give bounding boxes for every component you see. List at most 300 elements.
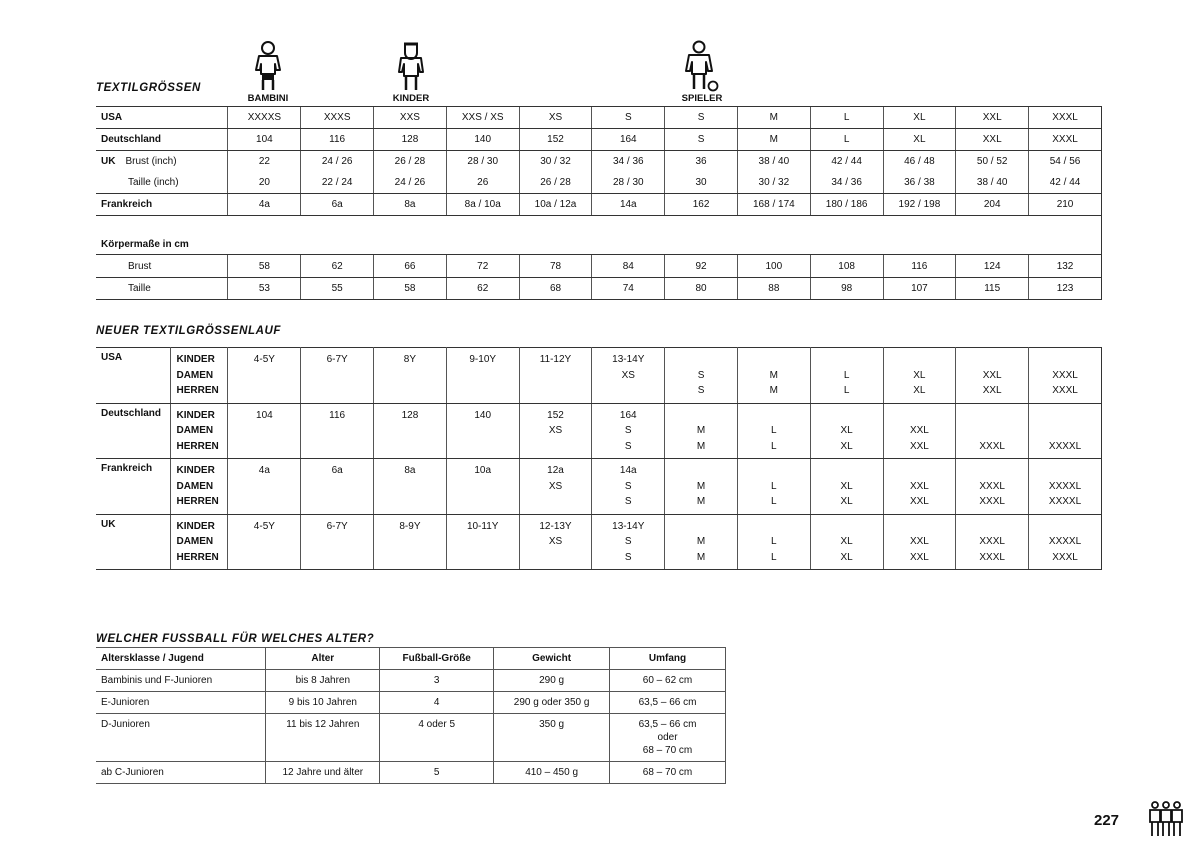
table-cell: 4 oder 5 bbox=[380, 714, 494, 762]
size-cell: 6a bbox=[301, 194, 374, 216]
size-cell: XL bbox=[810, 550, 883, 570]
size-cell bbox=[374, 534, 447, 550]
size-cell bbox=[956, 459, 1029, 479]
size-run-row bbox=[96, 383, 1102, 403]
size-cell bbox=[446, 534, 519, 550]
size-cell: 140 bbox=[446, 403, 519, 423]
size-cell: XXS bbox=[374, 107, 447, 129]
size-cell bbox=[883, 403, 956, 423]
column-header: Fußball-Größe bbox=[380, 648, 494, 670]
size-cell: XXL bbox=[883, 534, 956, 550]
size-cell bbox=[374, 423, 447, 439]
size-cell: S bbox=[592, 550, 665, 570]
size-cell: 104 bbox=[228, 129, 301, 151]
size-cell: 6a bbox=[301, 459, 374, 479]
size-cell: 34 / 36 bbox=[810, 172, 883, 194]
size-cell: 6-7Y bbox=[301, 348, 374, 368]
figure-label-bambini: BAMBINI bbox=[247, 93, 289, 104]
size-cell bbox=[228, 423, 301, 439]
category-label: KINDER bbox=[171, 403, 228, 423]
column-header: Gewicht bbox=[494, 648, 610, 670]
size-cell bbox=[956, 348, 1029, 368]
row-label bbox=[96, 172, 228, 194]
size-cell: XXS / XS bbox=[446, 107, 519, 129]
size-cell bbox=[301, 494, 374, 514]
size-cell: XXXL bbox=[1029, 107, 1102, 129]
size-cell bbox=[810, 459, 883, 479]
size-cell: 28 / 30 bbox=[592, 172, 665, 194]
size-cell bbox=[737, 514, 810, 534]
size-cell: 14a bbox=[592, 459, 665, 479]
size-cell: XS bbox=[519, 534, 592, 550]
size-cell: 10a bbox=[446, 459, 519, 479]
category-label: DAMEN bbox=[171, 479, 228, 495]
size-cell: 4-5Y bbox=[228, 348, 301, 368]
table-row bbox=[96, 670, 726, 692]
category-label: HERREN bbox=[171, 494, 228, 514]
size-cell: 38 / 40 bbox=[737, 151, 810, 173]
size-cell: 11-12Y bbox=[519, 348, 592, 368]
table-cell: Bambinis und F-Junioren bbox=[96, 670, 266, 692]
size-run-row bbox=[96, 403, 1102, 423]
size-cell: XXXL bbox=[1029, 550, 1102, 570]
size-cell: XL bbox=[810, 439, 883, 459]
body-measure-header-row bbox=[96, 216, 1102, 255]
size-cell: 8-9Y bbox=[374, 514, 447, 534]
size-cell: 24 / 26 bbox=[301, 151, 374, 173]
size-cell: 132 bbox=[1029, 255, 1102, 278]
body-measure-row bbox=[96, 278, 1102, 300]
size-cell: XL bbox=[810, 534, 883, 550]
size-cell: S bbox=[592, 479, 665, 495]
size-cell: XXL bbox=[883, 479, 956, 495]
size-cell bbox=[519, 494, 592, 514]
category-label: DAMEN bbox=[171, 423, 228, 439]
table-row bbox=[96, 762, 726, 784]
body-measure-row bbox=[96, 255, 1102, 278]
size-cell: L bbox=[737, 479, 810, 495]
size-cell bbox=[1029, 403, 1102, 423]
figure-label-spieler: SPIELER bbox=[681, 93, 723, 104]
size-cell: XXXXS bbox=[228, 107, 301, 129]
size-cell bbox=[446, 479, 519, 495]
size-cell bbox=[1029, 348, 1102, 368]
size-cell bbox=[956, 403, 1029, 423]
size-cell: L bbox=[737, 534, 810, 550]
country-label: USA bbox=[96, 348, 171, 404]
size-cell bbox=[956, 514, 1029, 534]
size-cell: M bbox=[665, 439, 738, 459]
size-cell: 108 bbox=[810, 255, 883, 278]
size-cell: XL bbox=[810, 479, 883, 495]
size-cell: M bbox=[737, 107, 810, 129]
size-cell: M bbox=[665, 534, 738, 550]
table-cell: 3 bbox=[380, 670, 494, 692]
size-cell: 66 bbox=[374, 255, 447, 278]
size-cell: XXXL bbox=[1029, 383, 1102, 403]
row-label-text: USA bbox=[101, 112, 123, 123]
table-cell: 410 – 450 g bbox=[494, 762, 610, 784]
size-run-row bbox=[96, 459, 1102, 479]
size-cell: 140 bbox=[446, 129, 519, 151]
figure-label-kinder: KINDER bbox=[392, 93, 430, 104]
category-label: HERREN bbox=[171, 439, 228, 459]
size-cell bbox=[228, 383, 301, 403]
size-cell: XXL bbox=[883, 439, 956, 459]
size-cell: 28 / 30 bbox=[446, 151, 519, 173]
size-cell: XXXXL bbox=[1029, 534, 1102, 550]
size-run-row bbox=[96, 550, 1102, 570]
size-cell: S bbox=[592, 423, 665, 439]
size-cell: 30 bbox=[665, 172, 738, 194]
size-cell: XL bbox=[810, 423, 883, 439]
size-cell bbox=[883, 348, 956, 368]
size-cell bbox=[810, 348, 883, 368]
size-cell: L bbox=[810, 129, 883, 151]
size-cell: 88 bbox=[737, 278, 810, 300]
size-cell: 84 bbox=[592, 255, 665, 278]
table-cell: 63,5 – 66 cm bbox=[610, 692, 726, 714]
size-cell: M bbox=[665, 494, 738, 514]
country-label: Frankreich bbox=[96, 459, 171, 515]
size-cell: XXL bbox=[956, 383, 1029, 403]
kid-figure-icon bbox=[396, 40, 426, 92]
size-cell: 98 bbox=[810, 278, 883, 300]
column-header: Alter bbox=[266, 648, 380, 670]
size-cell: XXXL bbox=[956, 479, 1029, 495]
size-cell bbox=[228, 479, 301, 495]
page-number: 227 bbox=[1094, 812, 1120, 829]
size-cell: XXXL bbox=[956, 494, 1029, 514]
row-label: Taille bbox=[96, 278, 228, 300]
size-cell: XS bbox=[519, 107, 592, 129]
size-cell: 8Y bbox=[374, 348, 447, 368]
size-cell: L bbox=[810, 368, 883, 384]
team-figures-icon bbox=[1148, 800, 1184, 841]
figure-spieler bbox=[672, 40, 732, 104]
table-cell: 68 – 70 cm bbox=[610, 762, 726, 784]
size-cell: 55 bbox=[301, 278, 374, 300]
section-title-textilgroessen: TEXTILGRÖSSEN bbox=[96, 82, 201, 94]
size-cell: 124 bbox=[956, 255, 1029, 278]
size-cell bbox=[665, 403, 738, 423]
neuer-textilgroessenlauf-table bbox=[96, 347, 1102, 570]
size-cell: 62 bbox=[301, 255, 374, 278]
table-cell: 290 g bbox=[494, 670, 610, 692]
size-cell bbox=[446, 439, 519, 459]
size-cell: XXXXL bbox=[1029, 479, 1102, 495]
size-cell bbox=[737, 403, 810, 423]
size-cell: 14a bbox=[592, 194, 665, 216]
size-cell bbox=[446, 383, 519, 403]
size-cell: 107 bbox=[883, 278, 956, 300]
size-cell: 180 / 186 bbox=[810, 194, 883, 216]
size-cell bbox=[883, 459, 956, 479]
size-cell: XXXL bbox=[1029, 368, 1102, 384]
size-cell bbox=[301, 368, 374, 384]
child-figure-icon bbox=[253, 40, 283, 92]
size-cell bbox=[301, 439, 374, 459]
table-cell: 63,5 – 66 cm oder 68 – 70 cm bbox=[610, 714, 726, 762]
section-title-neuer-textilgroessenlauf: NEUER TEXTILGRÖSSENLAUF bbox=[96, 325, 282, 337]
size-cell bbox=[228, 368, 301, 384]
size-cell: XXXL bbox=[956, 534, 1029, 550]
table-cell: 60 – 62 cm bbox=[610, 670, 726, 692]
size-run-row bbox=[96, 348, 1102, 368]
size-cell: L bbox=[737, 423, 810, 439]
size-cell bbox=[301, 423, 374, 439]
table-row bbox=[96, 714, 726, 762]
size-cell bbox=[519, 550, 592, 570]
size-cell: M bbox=[737, 129, 810, 151]
row-label bbox=[96, 194, 228, 216]
figure-bambini bbox=[238, 40, 298, 104]
size-cell: 10-11Y bbox=[446, 514, 519, 534]
size-cell bbox=[374, 479, 447, 495]
size-cell bbox=[737, 459, 810, 479]
size-cell: 50 / 52 bbox=[956, 151, 1029, 173]
size-cell: XXXL bbox=[1029, 129, 1102, 151]
column-header: Altersklasse / Jugend bbox=[96, 648, 266, 670]
size-cell: 26 / 28 bbox=[519, 172, 592, 194]
size-cell: S bbox=[665, 107, 738, 129]
textilgroessen-table bbox=[96, 106, 1102, 300]
size-cell bbox=[446, 494, 519, 514]
size-cell bbox=[1029, 514, 1102, 534]
size-cell: 4-5Y bbox=[228, 514, 301, 534]
size-cell bbox=[883, 514, 956, 534]
size-cell: 78 bbox=[519, 255, 592, 278]
table-cell: ab C-Junioren bbox=[96, 762, 266, 784]
row-label-text: Brust (inch) bbox=[125, 156, 177, 167]
size-cell bbox=[810, 403, 883, 423]
size-cell: M bbox=[665, 550, 738, 570]
size-cell: S bbox=[592, 107, 665, 129]
size-cell bbox=[956, 423, 1029, 439]
row-label bbox=[96, 129, 228, 151]
size-row bbox=[96, 151, 1102, 173]
size-cell: XXXXL bbox=[1029, 494, 1102, 514]
country-label: UK bbox=[96, 514, 171, 570]
size-cell: M bbox=[737, 368, 810, 384]
category-label: KINDER bbox=[171, 459, 228, 479]
size-cell bbox=[519, 368, 592, 384]
size-row bbox=[96, 129, 1102, 151]
size-cell: 62 bbox=[446, 278, 519, 300]
size-cell: 72 bbox=[446, 255, 519, 278]
table-cell: 4 bbox=[380, 692, 494, 714]
size-cell: 162 bbox=[665, 194, 738, 216]
size-row bbox=[96, 194, 1102, 216]
size-run-row bbox=[96, 479, 1102, 495]
size-cell: 30 / 32 bbox=[737, 172, 810, 194]
size-cell: XL bbox=[883, 129, 956, 151]
size-cell: 74 bbox=[592, 278, 665, 300]
fussball-alter-table bbox=[96, 647, 726, 784]
size-cell: 210 bbox=[1029, 194, 1102, 216]
size-cell bbox=[665, 514, 738, 534]
size-cell bbox=[519, 383, 592, 403]
table-cell: E-Junioren bbox=[96, 692, 266, 714]
size-cell: XS bbox=[519, 423, 592, 439]
size-cell bbox=[228, 494, 301, 514]
size-cell: 116 bbox=[883, 255, 956, 278]
size-cell: M bbox=[737, 383, 810, 403]
category-label: DAMEN bbox=[171, 534, 228, 550]
size-cell: XS bbox=[519, 479, 592, 495]
size-cell: XXL bbox=[956, 368, 1029, 384]
size-cell bbox=[301, 383, 374, 403]
size-cell: 116 bbox=[301, 129, 374, 151]
category-label: HERREN bbox=[171, 550, 228, 570]
size-cell bbox=[228, 439, 301, 459]
size-cell: 104 bbox=[228, 403, 301, 423]
size-cell: S bbox=[665, 368, 738, 384]
size-cell: XXXL bbox=[956, 439, 1029, 459]
size-run-row bbox=[96, 534, 1102, 550]
size-cell: XL bbox=[883, 368, 956, 384]
size-cell bbox=[228, 534, 301, 550]
country-label: Deutschland bbox=[96, 403, 171, 459]
size-cell: 68 bbox=[519, 278, 592, 300]
row-label-text: Frankreich bbox=[101, 199, 153, 210]
size-cell bbox=[592, 383, 665, 403]
size-cell: XXXS bbox=[301, 107, 374, 129]
size-cell: XXXL bbox=[956, 550, 1029, 570]
size-cell: 4a bbox=[228, 194, 301, 216]
row-label bbox=[96, 151, 228, 173]
size-cell: 192 / 198 bbox=[883, 194, 956, 216]
size-cell: XL bbox=[883, 383, 956, 403]
size-cell bbox=[665, 348, 738, 368]
size-cell: 24 / 26 bbox=[374, 172, 447, 194]
size-cell: 34 / 36 bbox=[592, 151, 665, 173]
size-cell: 20 bbox=[228, 172, 301, 194]
size-cell: 22 bbox=[228, 151, 301, 173]
size-cell: 30 / 32 bbox=[519, 151, 592, 173]
section-title-fussball-alter: WELCHER FUSSBALL FÜR WELCHES ALTER? bbox=[96, 633, 375, 645]
size-cell: 58 bbox=[374, 278, 447, 300]
row-label-text: Deutschland bbox=[101, 134, 162, 145]
size-cell: 38 / 40 bbox=[956, 172, 1029, 194]
size-cell: S bbox=[592, 534, 665, 550]
figure-kinder bbox=[381, 40, 441, 104]
size-cell: XXL bbox=[883, 423, 956, 439]
size-cell: 115 bbox=[956, 278, 1029, 300]
row-label-prefix: UK bbox=[101, 156, 116, 167]
size-cell: M bbox=[665, 479, 738, 495]
size-cell: 116 bbox=[301, 403, 374, 423]
size-cell bbox=[446, 423, 519, 439]
size-cell: 10a / 12a bbox=[519, 194, 592, 216]
table-cell: 350 g bbox=[494, 714, 610, 762]
size-cell: 26 bbox=[446, 172, 519, 194]
size-cell: S bbox=[592, 494, 665, 514]
body-measure-header: Körpermaße in cm bbox=[96, 216, 1102, 255]
table-cell: 290 g oder 350 g bbox=[494, 692, 610, 714]
category-label: HERREN bbox=[171, 383, 228, 403]
table-cell: bis 8 Jahren bbox=[266, 670, 380, 692]
size-cell: XL bbox=[883, 107, 956, 129]
size-cell: 92 bbox=[665, 255, 738, 278]
size-cell: 36 bbox=[665, 151, 738, 173]
size-cell: 168 / 174 bbox=[737, 194, 810, 216]
size-cell: 13-14Y bbox=[592, 514, 665, 534]
size-cell bbox=[737, 348, 810, 368]
size-cell: 100 bbox=[737, 255, 810, 278]
size-cell: M bbox=[665, 423, 738, 439]
row-label bbox=[96, 107, 228, 129]
size-run-row bbox=[96, 423, 1102, 439]
size-cell: 54 / 56 bbox=[1029, 151, 1102, 173]
size-cell: XL bbox=[810, 494, 883, 514]
size-cell: XXL bbox=[883, 550, 956, 570]
size-cell bbox=[301, 479, 374, 495]
size-cell: XXL bbox=[956, 129, 1029, 151]
size-cell: XXXXL bbox=[1029, 439, 1102, 459]
size-cell: 13-14Y bbox=[592, 348, 665, 368]
category-label: DAMEN bbox=[171, 368, 228, 384]
size-cell: 53 bbox=[228, 278, 301, 300]
size-cell: 9-10Y bbox=[446, 348, 519, 368]
size-run-row bbox=[96, 368, 1102, 384]
size-cell: 152 bbox=[519, 129, 592, 151]
size-cell: 22 / 24 bbox=[301, 172, 374, 194]
row-label-text: Taille (inch) bbox=[128, 177, 179, 188]
size-cell: 8a bbox=[374, 459, 447, 479]
size-cell: 8a / 10a bbox=[446, 194, 519, 216]
size-cell: 128 bbox=[374, 403, 447, 423]
size-cell: 58 bbox=[228, 255, 301, 278]
size-cell: XXL bbox=[956, 107, 1029, 129]
size-cell bbox=[810, 514, 883, 534]
table-cell: 11 bis 12 Jahren bbox=[266, 714, 380, 762]
size-cell: 204 bbox=[956, 194, 1029, 216]
table-cell: 5 bbox=[380, 762, 494, 784]
size-cell: 12-13Y bbox=[519, 514, 592, 534]
size-cell: 6-7Y bbox=[301, 514, 374, 534]
table-row bbox=[96, 692, 726, 714]
category-label: KINDER bbox=[171, 348, 228, 368]
size-cell bbox=[374, 550, 447, 570]
size-row bbox=[96, 107, 1102, 129]
size-run-row bbox=[96, 439, 1102, 459]
size-cell: 152 bbox=[519, 403, 592, 423]
size-run-row bbox=[96, 494, 1102, 514]
table-cell: 9 bis 10 Jahren bbox=[266, 692, 380, 714]
size-cell bbox=[374, 439, 447, 459]
size-cell: 36 / 38 bbox=[883, 172, 956, 194]
size-cell: 8a bbox=[374, 194, 447, 216]
size-cell: 164 bbox=[592, 129, 665, 151]
table-cell: D-Junioren bbox=[96, 714, 266, 762]
size-run-row bbox=[96, 514, 1102, 534]
size-cell: L bbox=[737, 494, 810, 514]
size-cell bbox=[446, 368, 519, 384]
size-cell bbox=[1029, 423, 1102, 439]
size-cell bbox=[301, 550, 374, 570]
size-cell: 42 / 44 bbox=[1029, 172, 1102, 194]
size-cell: S bbox=[592, 439, 665, 459]
size-cell bbox=[374, 383, 447, 403]
size-cell: 46 / 48 bbox=[883, 151, 956, 173]
size-cell: L bbox=[810, 107, 883, 129]
size-cell: 80 bbox=[665, 278, 738, 300]
size-cell: 4a bbox=[228, 459, 301, 479]
size-cell: XS bbox=[592, 368, 665, 384]
column-header: Umfang bbox=[610, 648, 726, 670]
category-label: KINDER bbox=[171, 514, 228, 534]
